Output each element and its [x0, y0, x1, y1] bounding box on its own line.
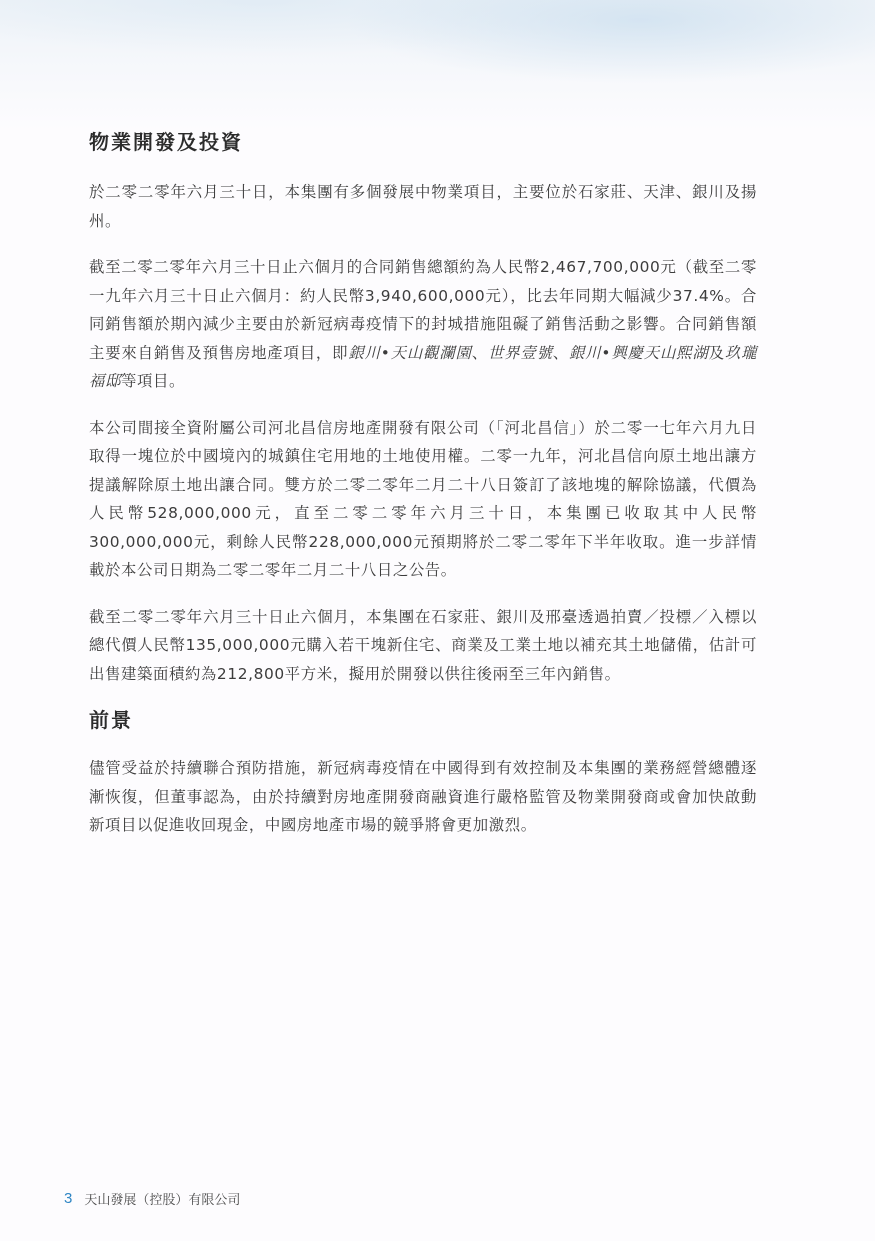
paragraph-contracted-sales	[89, 253, 757, 396]
company-name: 天山發展（控股）有限公司	[84, 1192, 241, 1208]
contracted-sales-text: 截至二零二零年六月三十日止六個月的合同銷售總額約為人民幣2,467,700,000元（截至二零一九年六月三十日止六個月：約人民幣3,940,600,000元），比去年同期大幅減少37.4%。合同銷售額於期內減少主要由於新冠病毒疫情下的封城措施阻礙了銷售活動之影響。合同銷售額主要來自銷售及預售房地產項目，即	[89, 258, 757, 362]
paragraph-prospects: 儘管受益於持續聯合預防措施，新冠病毒疫情在中國得到有效控制及本集團的業務經營總體逐漸恢復，但董事認為，由於持續對房地產開發商融資進行嚴格監管及物業開發商或會加快啟動新項目以促進收回現金，中國房地產市場的競爭將會更加激烈。	[89, 759, 757, 834]
project-name-jiulong: 玖瓏福邸	[89, 343, 758, 390]
separator: 、	[552, 343, 570, 362]
paragraph-projects-overview: 於二零二零年六月三十日，本集團有多個發展中物業項目，主要位於石家莊、天津、銀川及揚州。	[89, 183, 757, 230]
project-name-guanlan: 銀川•天山觀瀾園	[348, 343, 472, 362]
page-number: 3	[64, 1189, 73, 1207]
header-background-wash	[0, 0, 875, 130]
separator: 、	[471, 343, 488, 362]
project-name-xihu: 銀川•興慶天山熙湖	[569, 343, 709, 362]
main-content	[89, 128, 757, 858]
paragraph-ending: 等項目。	[120, 372, 185, 390]
section-heading-prospects: 前景	[89, 708, 133, 732]
paragraph-land-use-rights: 本公司間接全資附屬公司河北昌信房地產開發有限公司（「河北昌信」）於二零一七年六月九日取得一塊位於中國境內的城鎮住宅用地的土地使用權。二零一九年，河北昌信向原土地出讓方提議解除原土地出讓合同。雙方於二零二零年二月二十八日簽訂了該地塊的解除協議，代價為人民幣528,000,000元，直至二零二零年六月三十日，本集團已收取其中人民幣300,000,000元，剩餘人民幣228,000,000元預期將於二零二零年下半年收取。進一步詳情載於本公司日期為二零二零年二月二十八日之公告。	[89, 418, 757, 579]
paragraph-land-acquisition: 截至二零二零年六月三十日止六個月，本集團在石家莊、銀川及邢臺透過拍賣／投標／入標以總代價人民幣135,000,000元購入若干塊新住宅、商業及工業土地以補充其土地儲備，估計可出售建築面積約為212,800平方米，擬用於開發以供往後兩至三年內銷售。	[89, 607, 757, 683]
separator: 及	[708, 343, 725, 362]
project-name-world-one: 世界壹號	[487, 343, 553, 362]
page-footer	[64, 1187, 240, 1209]
section-heading-property-development: 物業開發及投資	[89, 130, 243, 154]
